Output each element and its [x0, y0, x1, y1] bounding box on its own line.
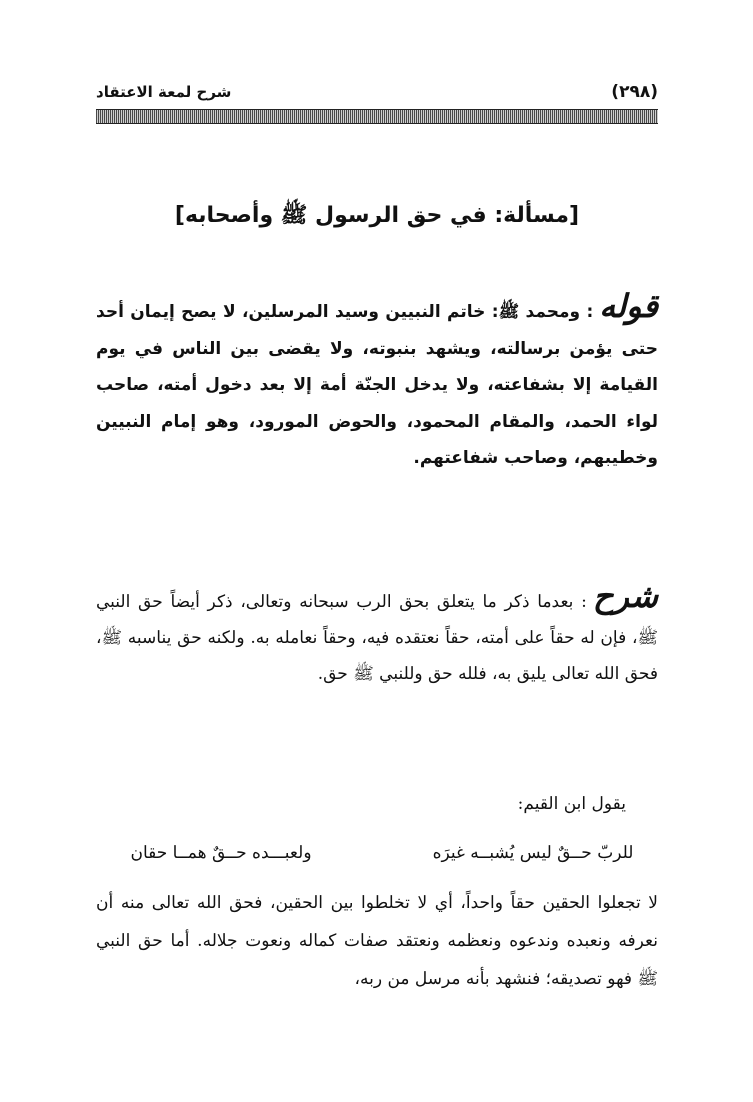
poetry-verse	[96, 838, 658, 868]
matn-marker: قوله	[599, 287, 658, 325]
page-number: (٢٩٨)	[611, 82, 658, 102]
sharh-marker: شرح	[592, 577, 658, 615]
matn-paragraph	[96, 287, 658, 477]
running-title: شرح لمعة الاعتقاد	[96, 83, 232, 101]
verse-first-hemistich: للربّ حــقٌ ليس يُشبــه غيرَه	[432, 843, 634, 863]
matn-text: : ومحمد ﷺ: خاتم النبيين وسيد المرسلين، لا يصح إيمان أحد حتى يؤمن برسالته، ويشهد بنبوته، ولا يقضى بين الناس في يوم القيامة إلا بشفاعته، ولا يدخل الجنّة أمة إلا بعد دخول أمته، صاحب لواء الحمد، والمقام المحمود، والحوض المورود، وهو إمام النبيين وخطيبهم، وصاحب شفاعتهم.	[96, 302, 658, 468]
page-header	[96, 78, 658, 106]
section-title: [مسألة: في حق الرسول ﷺ وأصحابه]	[174, 203, 580, 228]
header-rule	[96, 109, 658, 124]
sharh-text: : بعدما ذكر ما يتعلق بحق الرب سبحانه وتعالى، ذكر أيضاً حق النبي ﷺ، فإن له حقاً على أمته، حقاً نعتقده فيه، وحقاً نعامله به. ولكنه حق يناسبه ﷺ، فحق الله تعالى يليق به، فلله حق وللنبي ﷺ حق.	[96, 592, 658, 684]
quote-intro: يقول ابن القيم:	[517, 794, 626, 814]
sharh-paragraph	[96, 577, 658, 692]
verse-second-hemistich: ولعبـــده حــقٌ همــا حقان	[130, 843, 312, 863]
explanation-paragraph: لا تجعلوا الحقين حقاً واحداً، أي لا تخلطوا بين الحقين، فحق الله تعالى منه أن نعرفه ونعبده وندعوه ونعظمه ونعتقد صفات كماله ونعوت جلاله. أما حق النبي ﷺ فهو تصديقه؛ فنشهد بأنه مرسل من ربه،	[96, 893, 658, 989]
